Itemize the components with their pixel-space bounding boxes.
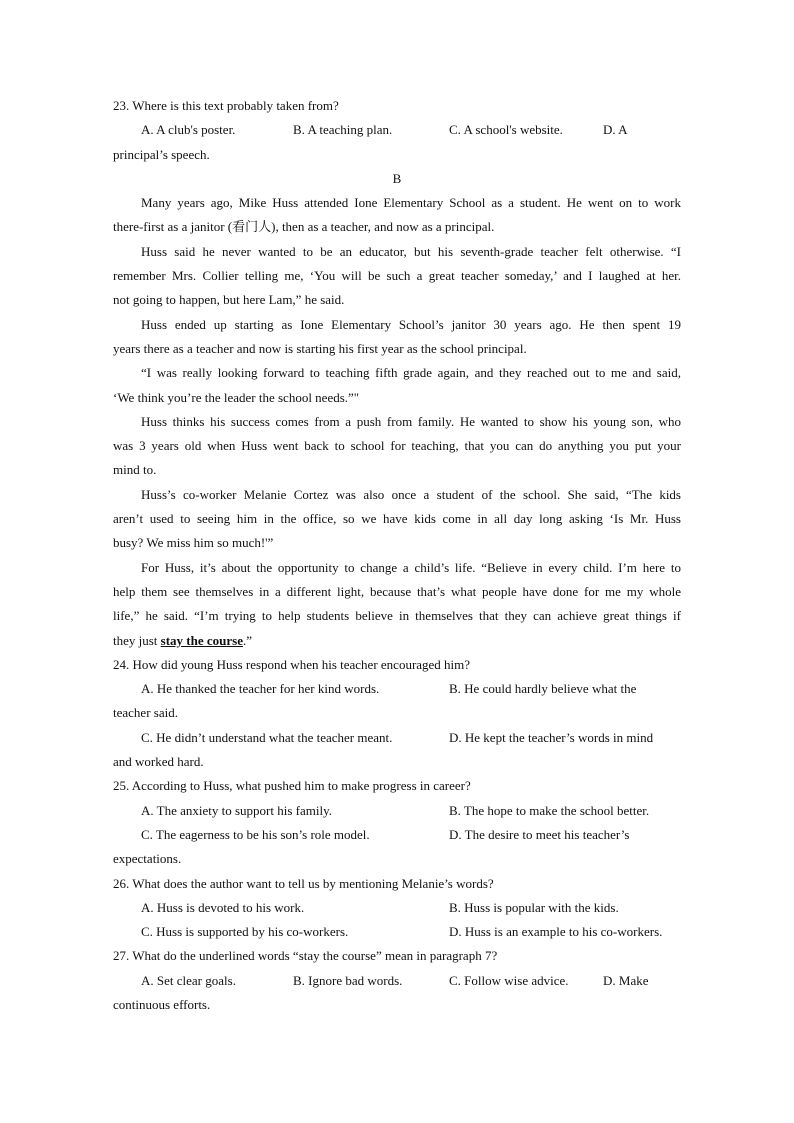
option-d: D. Huss is an example to his co-workers.: [449, 924, 663, 940]
question-26-stem: 26. What does the author want to tell us by mentioning Melanie’s words?: [113, 875, 494, 891]
passage-line: not going to happen, but here Lam,” he said.: [113, 292, 345, 308]
passage-line: “I was really looking forward to teaching fifth grade again, and they reached out to me and said,: [141, 365, 681, 381]
option-b: B. A teaching plan.: [293, 122, 393, 138]
passage-line: busy? We miss him so much!'”: [113, 535, 274, 551]
passage-line: Huss thinks his success comes from a push from family. He wanted to show his young son, who: [141, 413, 681, 429]
passage-line: there-first as a janitor (看门人), then as a teacher, and now as a principal.: [113, 219, 495, 235]
option-c: C. A school's website.: [449, 122, 563, 138]
question-23-options: [113, 118, 681, 142]
passage-paragraph-7: [113, 556, 681, 653]
passage-line: Many years ago, Mike Huss attended Ione Elementary School as a student. He went on to work: [141, 195, 681, 211]
option-b: B. The hope to make the school better.: [449, 802, 650, 818]
option-a: A. The anxiety to support his family.: [141, 802, 333, 818]
passage-line: Huss said he never wanted to be an educator, but his seventh-grade teacher felt otherwise. “I: [141, 243, 681, 259]
passage-line: remember Mrs. Collier telling me, ‘You will be such a great teacher someday,’ and I laughed at her.: [113, 268, 681, 284]
passage-paragraph-3: [113, 313, 681, 362]
question-24-stem: 24. How did young Huss respond when his teacher encouraged him?: [113, 656, 471, 672]
passage-paragraph-1: [113, 191, 681, 240]
passage-line: mind to.: [113, 462, 157, 478]
option-a: A. A club's poster.: [141, 122, 236, 138]
line-text: .”: [243, 632, 253, 648]
option-d-continuation: and worked hard.: [113, 754, 204, 770]
option-d: D. Make: [603, 972, 649, 988]
option-c: C. Huss is supported by his co-workers.: [141, 924, 349, 940]
option-a: A. Set clear goals.: [141, 972, 236, 988]
question-27-stem: 27. What do the underlined words “stay the course” mean in paragraph 7?: [113, 948, 498, 964]
option-d: D. The desire to meet his teacher’s: [449, 826, 630, 842]
passage-line: life,” he said. “I’m trying to help students believe in themselves that they can achieve great things if: [113, 608, 681, 624]
passage-line: was 3 years old when Huss went back to school for teaching, that you can do anything you put your: [113, 438, 681, 454]
option-d-continuation: principal’s speech.: [113, 146, 210, 162]
option-c: C. Follow wise advice.: [449, 972, 569, 988]
passage-paragraph-2: [113, 240, 681, 313]
passage-paragraph-4: [113, 361, 681, 410]
passage-paragraph-5: [113, 410, 681, 483]
option-d-continuation: continuous efforts.: [113, 996, 211, 1012]
option-b: B. He could hardly believe what the: [449, 681, 637, 697]
question-25-options-row-1: [113, 799, 681, 823]
passage-line: years there as a teacher and now is starting his first year as the school principal.: [113, 340, 527, 356]
question-26-options-row-1: [113, 896, 681, 920]
option-b-continuation: teacher said.: [113, 705, 178, 721]
question-27-options: [113, 969, 681, 993]
option-a: A. He thanked the teacher for her kind words.: [141, 681, 380, 697]
underlined-phrase: stay the course: [160, 632, 243, 648]
passage-line: help them see themselves in a different light, because that’s what people have done for me my whole: [113, 583, 681, 599]
line-text: they just: [113, 632, 161, 648]
question-23-stem: 23. Where is this text probably taken from?: [113, 98, 339, 113]
question-24-options-row-2: [113, 726, 681, 750]
option-a: A. Huss is devoted to his work.: [141, 899, 305, 915]
option-c: C. He didn’t understand what the teacher meant.: [141, 729, 393, 745]
question-26-options-row-2: [113, 920, 681, 944]
passage-line: Huss ended up starting as Ione Elementary School’s janitor 30 years ago. He then spent 19: [141, 316, 681, 332]
question-25-options-row-2: [113, 823, 681, 847]
question-24-options-row-1: [113, 677, 681, 701]
passage-line: ‘We think you’re the leader the school needs.”": [113, 389, 360, 405]
option-d: D. A: [603, 122, 628, 138]
passage-line: [113, 629, 681, 653]
passage-line: For Huss, it’s about the opportunity to change a child’s life. “Believe in every child. I’m here to: [141, 559, 681, 575]
exam-page: [113, 94, 681, 1017]
option-c: C. The eagerness to be his son’s role model.: [141, 826, 370, 842]
passage-line: Huss’s co-worker Melanie Cortez was also once a student of the school. She said, “The kids: [141, 486, 681, 502]
section-heading: B: [392, 170, 402, 186]
option-d: D. He kept the teacher’s words in mind: [449, 729, 654, 745]
option-b: B. Huss is popular with the kids.: [449, 899, 619, 915]
option-b: B. Ignore bad words.: [293, 972, 403, 988]
passage-line: aren’t used to seeing him in the office, so we have kids come in all day long asking ‘Is Mr. Huss: [113, 511, 681, 527]
question-25-stem: 25. According to Huss, what pushed him to make progress in career?: [113, 778, 471, 794]
passage-paragraph-6: [113, 483, 681, 556]
option-d-continuation: expectations.: [113, 851, 182, 867]
